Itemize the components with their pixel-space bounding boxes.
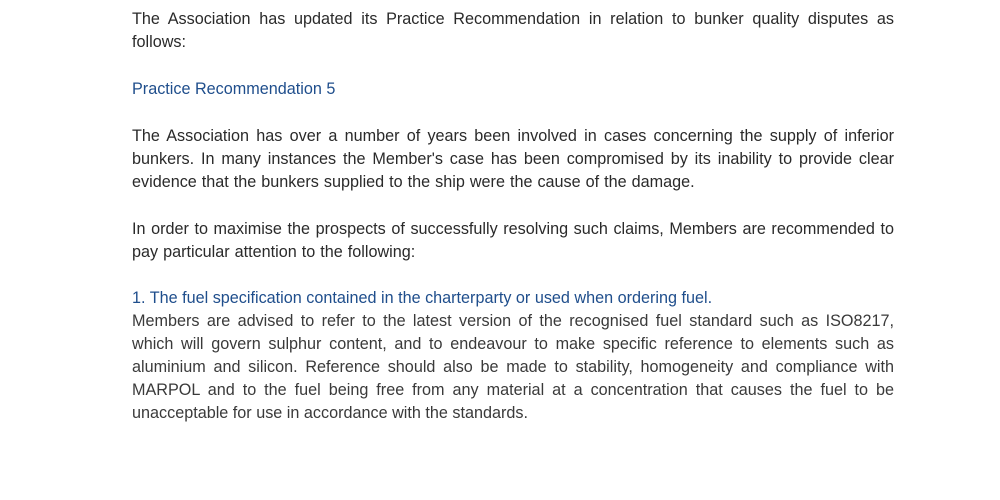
spacer <box>132 264 894 287</box>
section-heading: Practice Recommendation 5 <box>132 80 336 98</box>
spacer <box>132 54 894 78</box>
body-paragraph-2: In order to maximise the prospects of successfully resolving such claims, Members are recommended to pay particular attention to the following: <box>132 220 894 261</box>
spacer <box>132 194 894 218</box>
spacer <box>132 101 894 125</box>
list-item-1-title: 1. The fuel specification contained in the charterparty or used when ordering fuel. <box>132 289 713 307</box>
list-item-1-body: Members are advised to refer to the latest version of the recognised fuel standard such as ISO8217, which will govern sulphur content, and to endeavour to make specific reference to elements such as aluminium and silicon. Reference should also be made to stability, homogeneity and compliance with MARPOL and to the fuel being free from any material at a concentration that causes the fuel to be unacceptable for use in accordance with the standards. <box>132 312 894 422</box>
intro-paragraph: The Association has updated its Practice Recommendation in relation to bunker quality disputes as follows: <box>132 10 894 51</box>
document-page <box>132 8 894 425</box>
body-paragraph-1: The Association has over a number of years been involved in cases concerning the supply of inferior bunkers. In many instances the Member's case has been compromised by its inability to provide clear evidence that the bunkers supplied to the ship were the cause of the damage. <box>132 127 894 191</box>
